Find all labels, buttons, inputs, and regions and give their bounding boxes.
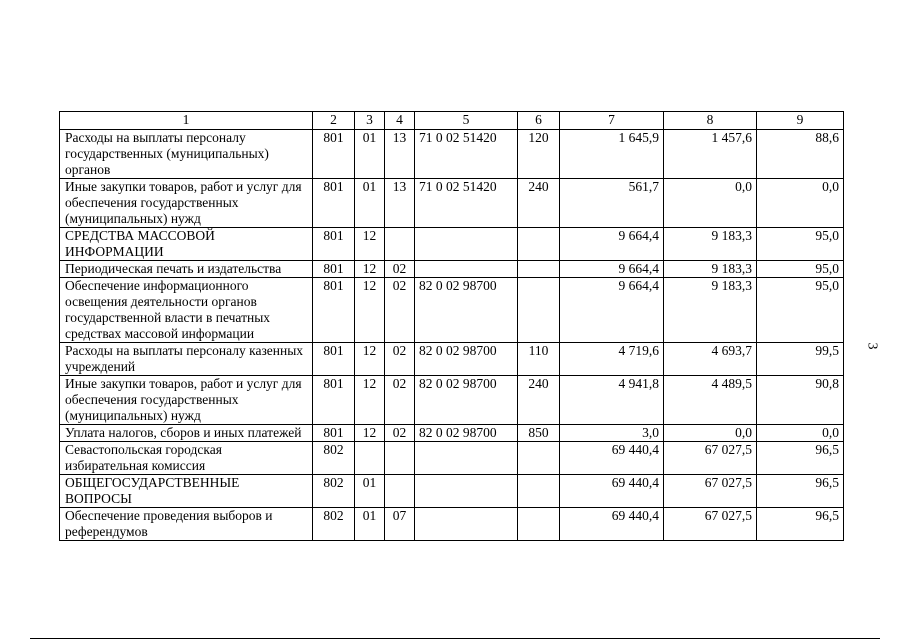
row-article-cell: 71 0 02 51420 <box>415 130 518 179</box>
row-expense-type-cell: 850 <box>518 425 560 442</box>
table-row <box>60 130 844 179</box>
row-expense-type-cell <box>518 508 560 541</box>
row-article-cell <box>415 261 518 278</box>
row-plan-cell: 69 440,4 <box>560 442 664 475</box>
row-article-cell <box>415 475 518 508</box>
row-percent-cell: 96,5 <box>757 475 844 508</box>
row-plan-cell: 1 645,9 <box>560 130 664 179</box>
row-plan-cell: 69 440,4 <box>560 508 664 541</box>
row-plan-cell: 9 664,4 <box>560 278 664 343</box>
row-section-cell: 01 <box>355 130 385 179</box>
row-expense-type-cell: 240 <box>518 376 560 425</box>
budget-table <box>59 111 844 541</box>
header-col-6: 6 <box>518 112 560 130</box>
table-row <box>60 228 844 261</box>
row-section-cell <box>355 442 385 475</box>
row-expense-type-cell: 110 <box>518 343 560 376</box>
row-code-cell: 802 <box>313 442 355 475</box>
row-actual-cell: 1 457,6 <box>664 130 757 179</box>
row-section-cell: 01 <box>355 475 385 508</box>
row-actual-cell: 4 489,5 <box>664 376 757 425</box>
row-subsection-cell: 07 <box>385 508 415 541</box>
row-percent-cell: 88,6 <box>757 130 844 179</box>
row-actual-cell: 67 027,5 <box>664 442 757 475</box>
row-subsection-cell: 13 <box>385 179 415 228</box>
row-section-cell: 12 <box>355 425 385 442</box>
row-code-cell: 801 <box>313 179 355 228</box>
row-name-cell: Расходы на выплаты персоналу государственных (муниципальных) органов <box>60 130 313 179</box>
row-article-cell: 82 0 02 98700 <box>415 278 518 343</box>
row-percent-cell: 0,0 <box>757 425 844 442</box>
row-actual-cell: 67 027,5 <box>664 475 757 508</box>
header-col-7: 7 <box>560 112 664 130</box>
row-section-cell: 12 <box>355 228 385 261</box>
row-name-cell: Обеспечение проведения выборов и референдумов <box>60 508 313 541</box>
row-plan-cell: 69 440,4 <box>560 475 664 508</box>
row-code-cell: 801 <box>313 130 355 179</box>
row-name-cell: ОБЩЕГОСУДАРСТВЕННЫЕ ВОПРОСЫ <box>60 475 313 508</box>
row-name-cell: Уплата налогов, сборов и иных платежей <box>60 425 313 442</box>
table-header-row <box>60 112 844 130</box>
row-section-cell: 01 <box>355 508 385 541</box>
row-name-cell: Иные закупки товаров, работ и услуг для обеспечения государственных (муниципальных) нужд <box>60 376 313 425</box>
row-article-cell <box>415 508 518 541</box>
row-code-cell: 801 <box>313 261 355 278</box>
row-actual-cell: 9 183,3 <box>664 278 757 343</box>
row-percent-cell: 96,5 <box>757 508 844 541</box>
row-percent-cell: 95,0 <box>757 278 844 343</box>
row-name-cell: Периодическая печать и издательства <box>60 261 313 278</box>
row-article-cell: 82 0 02 98700 <box>415 343 518 376</box>
row-article-cell: 82 0 02 98700 <box>415 376 518 425</box>
row-percent-cell: 90,8 <box>757 376 844 425</box>
row-name-cell: СРЕДСТВА МАССОВОЙ ИНФОРМАЦИИ <box>60 228 313 261</box>
row-article-cell: 82 0 02 98700 <box>415 425 518 442</box>
row-subsection-cell <box>385 228 415 261</box>
row-plan-cell: 9 664,4 <box>560 228 664 261</box>
row-code-cell: 802 <box>313 475 355 508</box>
row-actual-cell: 4 693,7 <box>664 343 757 376</box>
row-expense-type-cell <box>518 442 560 475</box>
row-expense-type-cell: 240 <box>518 179 560 228</box>
row-actual-cell: 67 027,5 <box>664 508 757 541</box>
table-row <box>60 278 844 343</box>
header-col-4: 4 <box>385 112 415 130</box>
table-row <box>60 376 844 425</box>
header-col-5: 5 <box>415 112 518 130</box>
bottom-divider <box>30 638 880 639</box>
row-subsection-cell: 02 <box>385 343 415 376</box>
row-subsection-cell <box>385 442 415 475</box>
row-expense-type-cell: 120 <box>518 130 560 179</box>
row-name-cell: Обеспечение информационного освещения деятельности органов государственной власти в печатных средствах массовой информации <box>60 278 313 343</box>
header-col-9: 9 <box>757 112 844 130</box>
header-col-1: 1 <box>60 112 313 130</box>
row-expense-type-cell <box>518 228 560 261</box>
row-section-cell: 12 <box>355 376 385 425</box>
table-row <box>60 261 844 278</box>
row-section-cell: 12 <box>355 343 385 376</box>
row-percent-cell: 0,0 <box>757 179 844 228</box>
row-percent-cell: 99,5 <box>757 343 844 376</box>
row-expense-type-cell <box>518 261 560 278</box>
row-name-cell: Иные закупки товаров, работ и услуг для обеспечения государственных (муниципальных) нужд <box>60 179 313 228</box>
row-percent-cell: 96,5 <box>757 442 844 475</box>
header-col-2: 2 <box>313 112 355 130</box>
page-number: 3 <box>864 342 880 350</box>
row-actual-cell: 9 183,3 <box>664 261 757 278</box>
row-plan-cell: 4 719,6 <box>560 343 664 376</box>
row-percent-cell: 95,0 <box>757 228 844 261</box>
row-subsection-cell: 02 <box>385 425 415 442</box>
row-plan-cell: 561,7 <box>560 179 664 228</box>
row-plan-cell: 4 941,8 <box>560 376 664 425</box>
row-code-cell: 801 <box>313 425 355 442</box>
table-row <box>60 442 844 475</box>
row-code-cell: 801 <box>313 278 355 343</box>
row-name-cell: Расходы на выплаты персоналу казенных учреждений <box>60 343 313 376</box>
row-expense-type-cell <box>518 278 560 343</box>
row-subsection-cell <box>385 475 415 508</box>
row-subsection-cell: 13 <box>385 130 415 179</box>
row-actual-cell: 9 183,3 <box>664 228 757 261</box>
row-section-cell: 12 <box>355 261 385 278</box>
row-subsection-cell: 02 <box>385 261 415 278</box>
table-row <box>60 475 844 508</box>
row-article-cell <box>415 442 518 475</box>
row-actual-cell: 0,0 <box>664 179 757 228</box>
row-code-cell: 801 <box>313 228 355 261</box>
row-subsection-cell: 02 <box>385 376 415 425</box>
table-row <box>60 508 844 541</box>
row-article-cell <box>415 228 518 261</box>
budget-table-container <box>59 111 843 541</box>
row-subsection-cell: 02 <box>385 278 415 343</box>
header-col-3: 3 <box>355 112 385 130</box>
row-section-cell: 12 <box>355 278 385 343</box>
row-code-cell: 801 <box>313 376 355 425</box>
row-plan-cell: 9 664,4 <box>560 261 664 278</box>
header-col-8: 8 <box>664 112 757 130</box>
row-expense-type-cell <box>518 475 560 508</box>
table-row <box>60 425 844 442</box>
row-actual-cell: 0,0 <box>664 425 757 442</box>
row-plan-cell: 3,0 <box>560 425 664 442</box>
table-row <box>60 179 844 228</box>
row-code-cell: 802 <box>313 508 355 541</box>
row-section-cell: 01 <box>355 179 385 228</box>
row-percent-cell: 95,0 <box>757 261 844 278</box>
row-article-cell: 71 0 02 51420 <box>415 179 518 228</box>
row-name-cell: Севастопольская городская избирательная комиссия <box>60 442 313 475</box>
table-row <box>60 343 844 376</box>
row-code-cell: 801 <box>313 343 355 376</box>
